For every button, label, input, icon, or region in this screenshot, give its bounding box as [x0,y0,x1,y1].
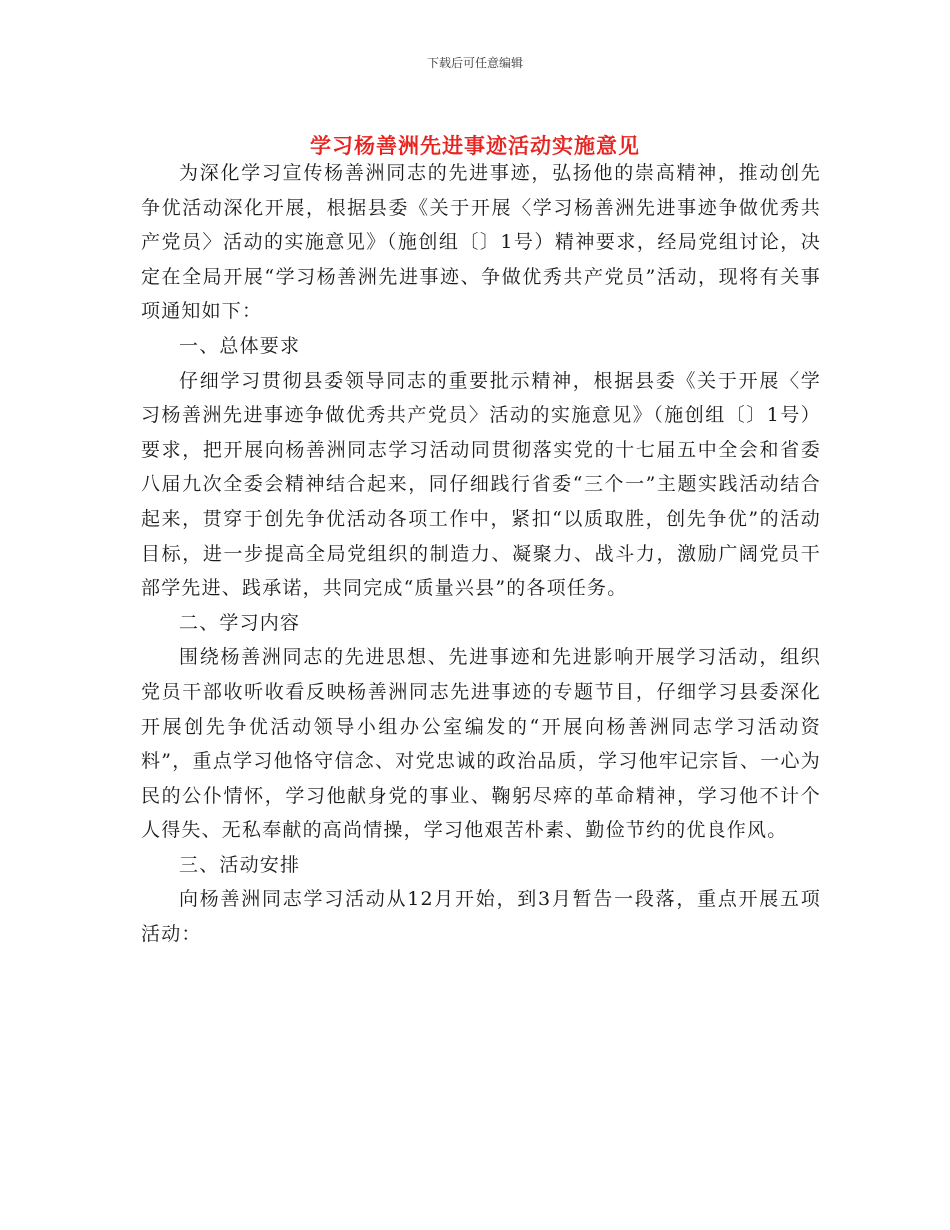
section-body-activity-arrangement: 向杨善洲同志学习活动从12月开始，到3月暂告一段落，重点开展五项活动： [141,888,821,946]
document-title: 学习杨善洲先进事迹活动实施意见 [310,133,640,159]
section-body-study-content: 围绕杨善洲同志的先进思想、先进事迹和先进影响开展学习活动，组织党员干部收听收看反映杨善洲同志先进事迹的专题节目，仔细学习县委深化开展创先争优活动领导小组办公室编发的“开展向杨善洲同志学习活动资料”，重点学习他恪守信念、对党忠诚的政治品质，学习他牢记宗旨、一心为民的公仆情怀，学习他献身党的事业、鞠躬尽瘁的革命精神，学习他不计个人得失、无私奉献的高尚情操，学习他艰苦朴素、勤俭节约的优良作风。 [141,646,821,842]
section-body-general-requirements: 仔细学习贯彻县委领导同志的重要批示精神，根据县委《关于开展〈学习杨善洲先进事迹争做优秀共产党员〉活动的实施意见》（施创组〔〕1号）要求，把开展向杨善洲同志学习活动同贯彻落实党的十七届五中全会和省委八届九次全委会精神结合起来，同仔细践行省委“三个一”主题实践活动结合起来，贯穿于创先争优活动各项工作中，紧扣“以质取胜，创先争优”的活动目标，进一步提高全局党组织的制造力、凝聚力、战斗力，激励广阔党员干部学先进、践承诺，共同完成“质量兴县”的各项任务。 [141,369,821,600]
section-heading-general-requirements: 一、总体要求 [179,334,301,357]
section-heading-study-content: 二、学习内容 [179,611,301,634]
section-heading-activity-arrangement: 三、活动安排 [179,853,301,876]
intro-paragraph: 为深化学习宣传杨善洲同志的先进事迹，弘扬他的崇高精神，推动创先争优活动深化开展，根据县委《关于开展〈学习杨善洲先进事迹争做优秀共产党员〉活动的实施意见》（施创组〔〕1号）精神要求，经局党组讨论，决定在全局开展“学习杨善洲先进事迹、争做优秀共产党员”活动，现将有关事项通知如下： [141,162,821,323]
page-header-note: 下载后可任意编辑 [426,56,523,70]
document-body [141,156,821,952]
